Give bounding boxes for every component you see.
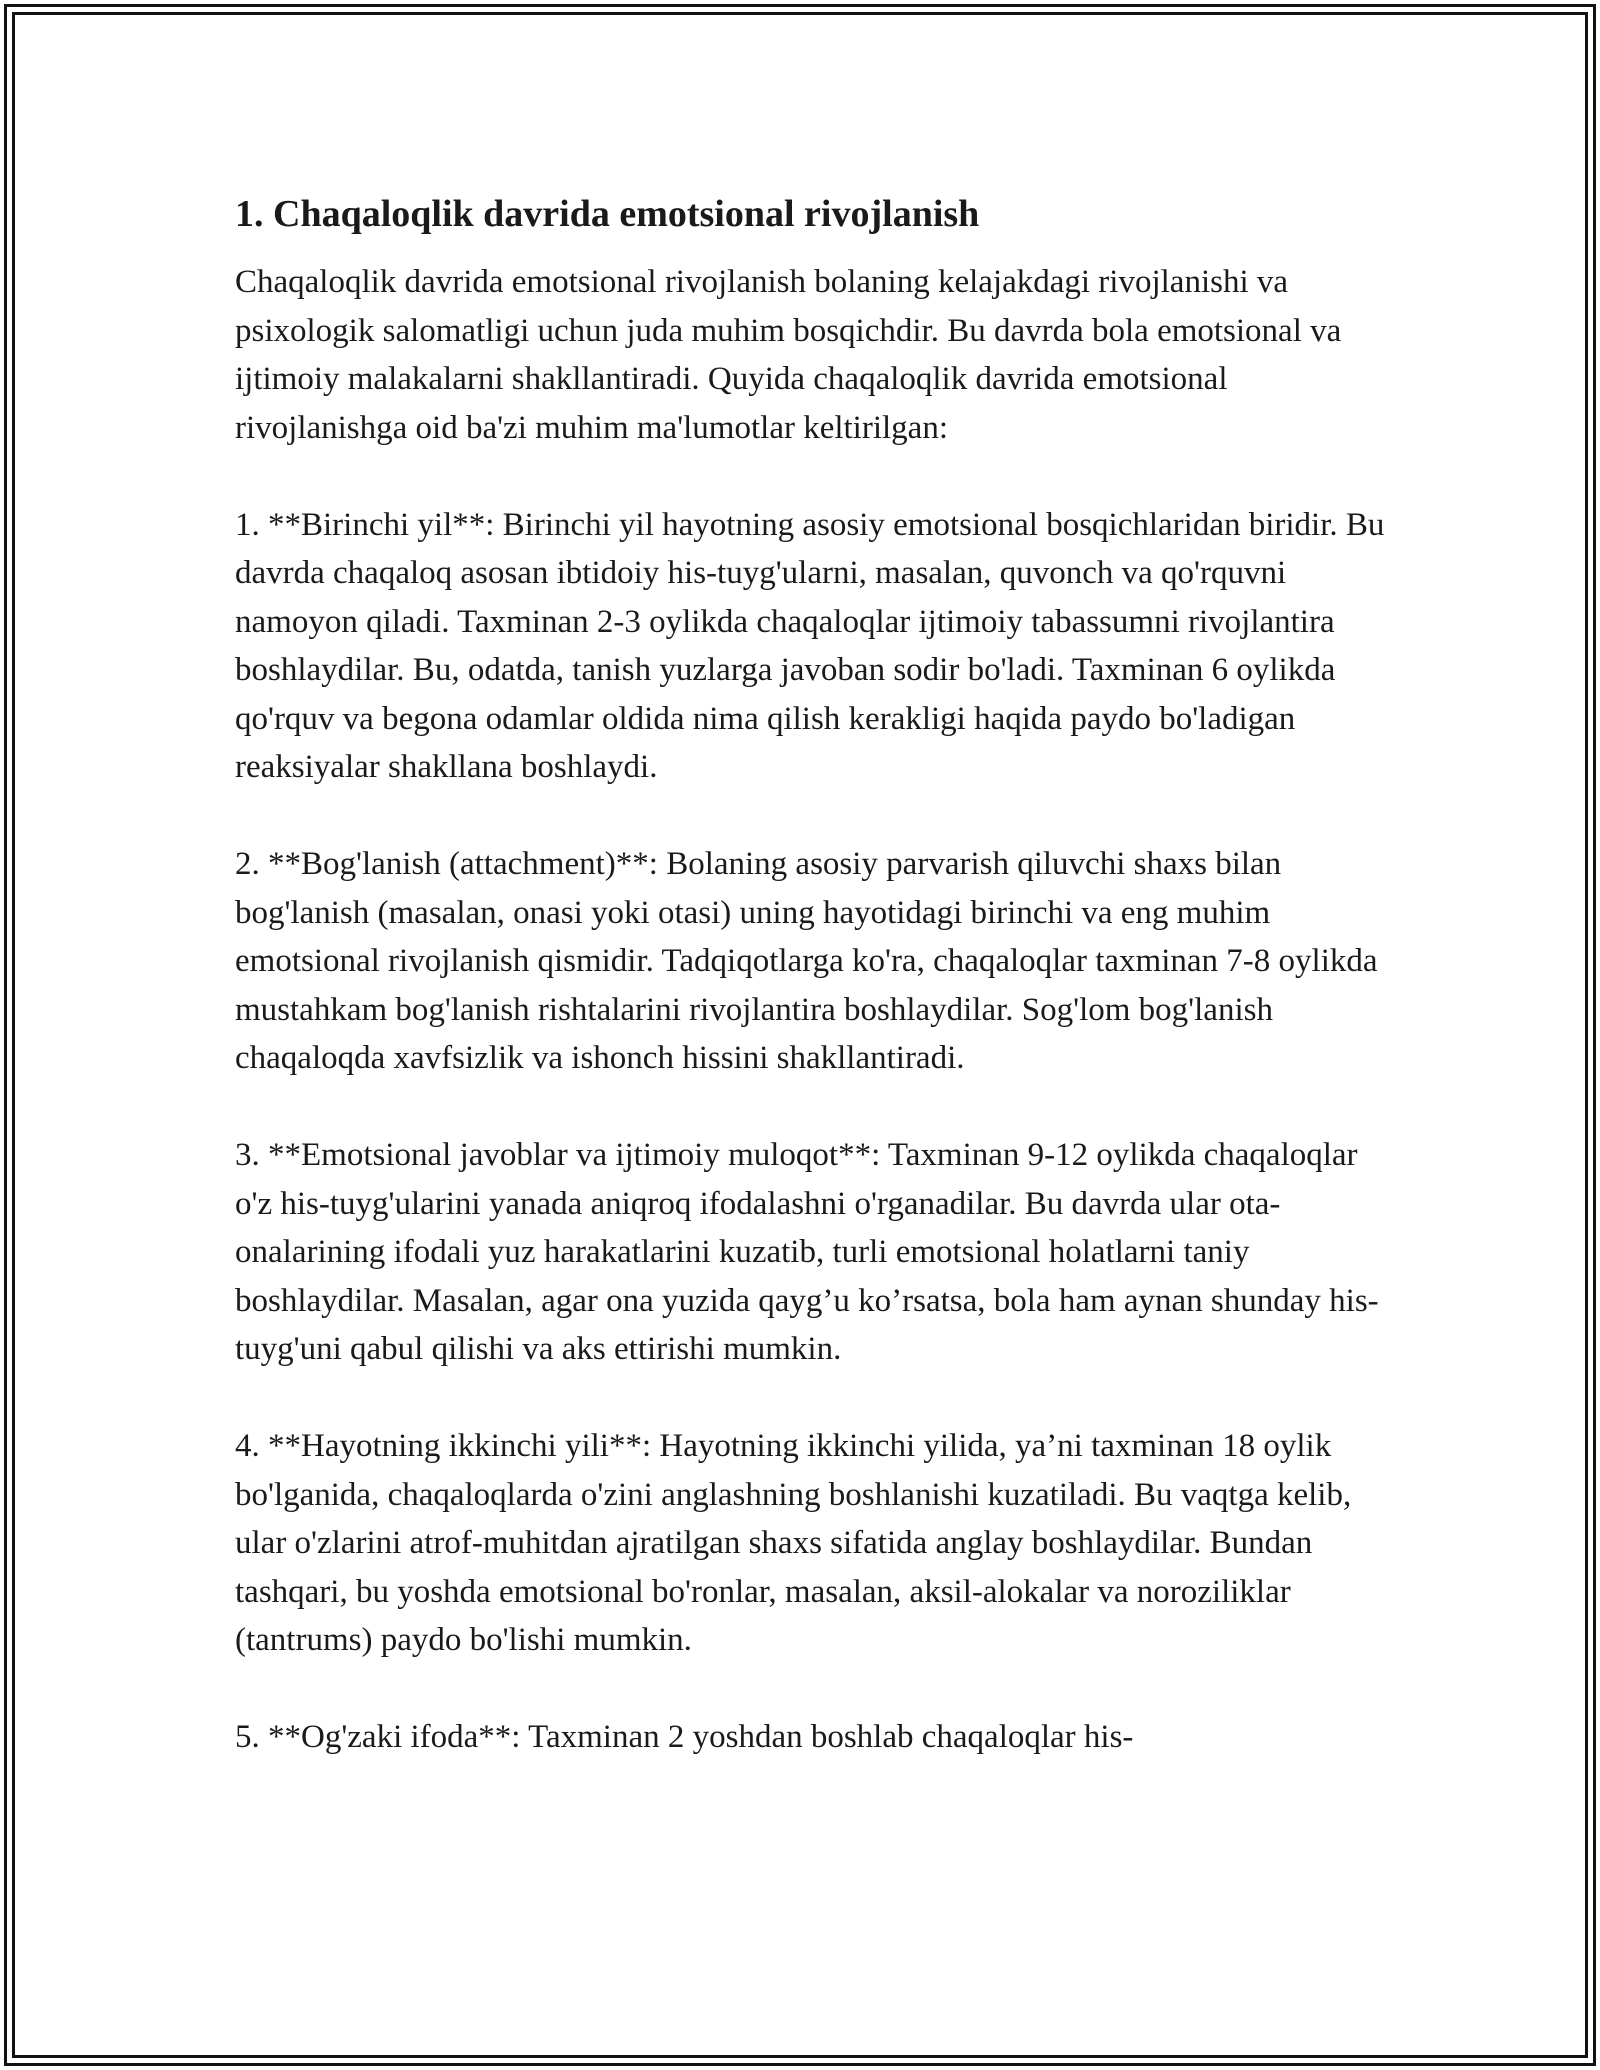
intro-paragraph: Chaqaloqlik davrida emotsional rivojlanish bolaning kelajakdagi rivojlanishi va psixologik salomatligi uchun juda muhim bosqichdir. Bu davrda bola emotsional va ijtimoiy malakalarni shakllantiradi. Quyida chaqaloqlik davrida emotsional rivojlanishga oid ba'zi muhim ma'lumotlar keltirilgan: bbox=[235, 264, 1342, 446]
paragraph-verbal-expression: 5. **Og'zaki ifoda**: Taxminan 2 yoshdan boshlab chaqaloqlar his- bbox=[235, 1719, 1134, 1755]
page-title: 1. Chaqaloqlik davrida emotsional rivojlanish bbox=[235, 193, 980, 235]
paragraph-emotional-responses: 3. **Emotsional javoblar va ijtimoiy muloqot**: Taxminan 9-12 oylikda chaqaloqlar o'z his-tuyg'ularini yanada aniqroq ifodalashni o'rganadilar. Bu davrda ular ota-onalarining ifodali yuz harakatlarini kuzatib, turli emotsional holatlarni taniy boshlaydilar. Masalan, agar ona yuzida qayg’u ko’rsatsa, bola ham aynan shunday his-tuyg'uni qabul qilishi va aks ettirishi mumkin. bbox=[235, 1137, 1379, 1367]
paragraph-first-year: 1. **Birinchi yil**: Birinchi yil hayotning asosiy emotsional bosqichlaridan biridir. Bu davrda chaqaloq asosan ibtidoiy his-tuyg'ularni, masalan, quvonch va qo'rquvni namoyon qiladi. Taxminan 2-3 oylikda chaqaloqlar ijtimoiy tabassumni rivojlantira boshlaydilar. Bu, odatda, tanish yuzlarga javoban sodir bo'ladi. Taxminan 6 oylikda qo'rquv va begona odamlar oldida nima qilish kerakligi haqida paydo bo'ladigan reaksiyalar shakllana boshlaydi. bbox=[235, 506, 1385, 785]
paragraph-attachment: 2. **Bog'lanish (attachment)**: Bolaning asosiy parvarish qiluvchi shaxs bilan bog'lanish (masalan, onasi yoki otasi) uning hayotidagi birinchi va eng muhim emotsional rivojlanish qismidir. Tadqiqotlarga ko'ra, chaqaloqlar taxminan 7-8 oylikda mustahkam bog'lanish rishtalarini rivojlantira boshlaydilar. Sog'lom bog'lanish chaqaloqda xavfsizlik va ishonch hissini shakllantiradi. bbox=[235, 846, 1378, 1076]
document-body bbox=[235, 188, 1385, 1810]
paragraph-second-year: 4. **Hayotning ikkinchi yili**: Hayotning ikkinchi yilida, ya’ni taxminan 18 oylik bo'lganida, chaqaloqlarda o'zini anglashning boshlanishi kuzatiladi. Bu vaqtga kelib, ular o'zlarini atrof-muhitdan ajratilgan shaxs sifatida anglay boshlaydilar. Bundan tashqari, bu yoshda emotsional bo'ronlar, masalan, aksil-alokalar va noroziliklar (tantrums) paydo bo'lishi mumkin. bbox=[235, 1428, 1352, 1658]
